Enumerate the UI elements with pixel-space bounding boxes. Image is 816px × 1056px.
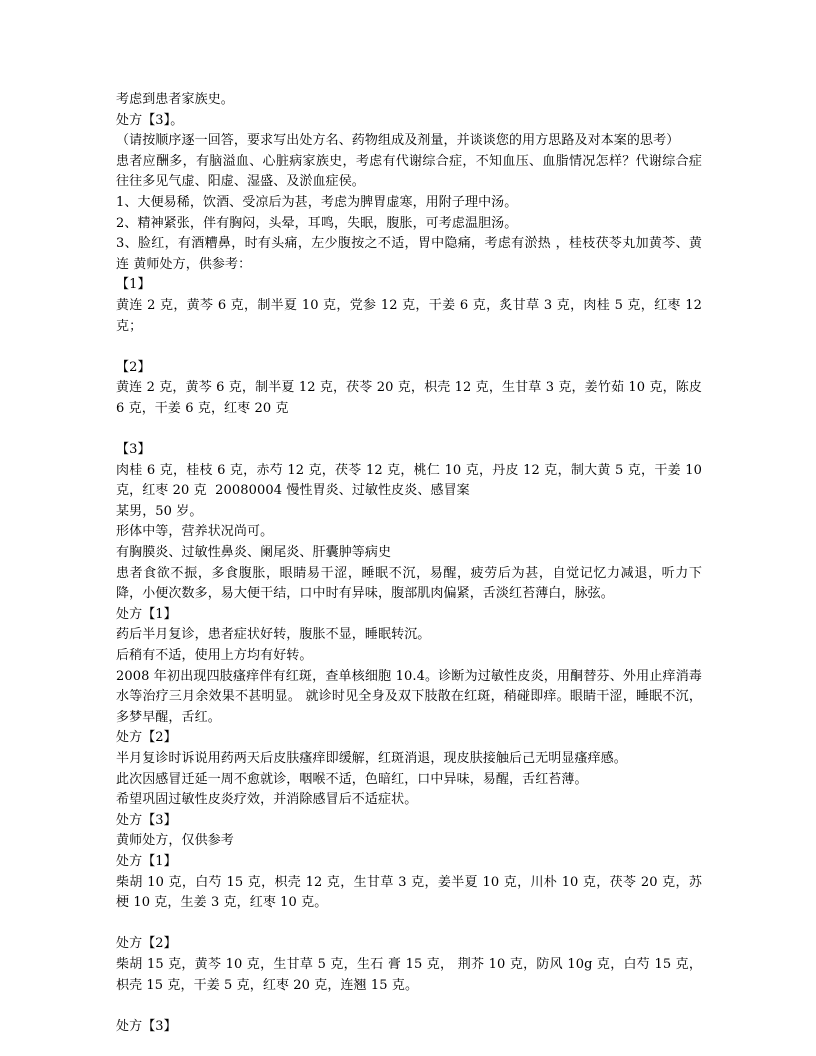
document-paragraph: 处方【3】 bbox=[116, 1018, 177, 1034]
document-paragraph: 此次因感冒迁延一周不愈就诊，咽喉不适，色暗红，口中异味，易醒，舌红苔薄。 bbox=[116, 771, 588, 787]
document-paragraph: 处方【1】 bbox=[116, 606, 177, 622]
document-paragraph: 肉桂 6 克，桂枝 6 克，赤芍 12 克，茯苓 12 克，桃仁 10 克，丹皮 12 克，制大黄 5 克，干姜 10 克，红枣 20 克 20080004 慢性胃炎、过敏性皮炎、感冒案 bbox=[116, 462, 707, 499]
document-paragraph: 有胸膜炎、过敏性鼻炎、阑尾炎、肝囊肿等病史 bbox=[116, 545, 392, 561]
document-paragraph: 某男，50 岁。 bbox=[116, 503, 203, 519]
document-paragraph: 希望巩固过敏性皮炎疗效，并消除感冒后不适症状。 bbox=[116, 792, 418, 808]
document-paragraph: 【1】 bbox=[116, 277, 151, 293]
document-paragraph: 柴胡 15 克，黄芩 10 克，生甘草 5 克，生石 膏 15 克， 荆芥 10 克，防风 10g 克，白芍 15 克，枳壳 15 克，干姜 5 克，红枣 20 克，连翘 15 克。 bbox=[116, 956, 702, 993]
document-paragraph: 处方【3】。 bbox=[116, 112, 184, 128]
document-paragraph: 2、精神紧张，伴有胸闷，头晕，耳鸣，失眠，腹胀，可考虑温胆汤。 bbox=[116, 215, 518, 231]
document-paragraph: 形体中等，营养状况尚可。 bbox=[116, 524, 274, 540]
blank-line bbox=[116, 420, 702, 441]
document-paragraph: 处方【2】 bbox=[116, 730, 177, 746]
document-paragraph: 黄连 2 克，黄芩 6 克，制半夏 12 克，茯苓 20 克，枳壳 12 克，生甘草 3 克，姜竹茹 10 克，陈皮 6 克，干姜 6 克，红枣 20 克 bbox=[116, 380, 707, 416]
document-paragraph: 处方【3】 bbox=[116, 812, 177, 828]
blank-line bbox=[116, 337, 702, 358]
blank-line bbox=[116, 914, 702, 935]
document-paragraph: 柴胡 10 克，白芍 15 克，枳壳 12 克，生甘草 3 克，姜半夏 10 克，川朴 10 克，茯苓 20 克，苏梗 10 克，生姜 3 克，红枣 10 克。 bbox=[116, 874, 702, 911]
document-paragraph: 1、大便易稀，饮酒、受凉后为甚，考虑为脾胃虚寒，用附子理中汤。 bbox=[116, 194, 518, 210]
document-paragraph: 3、脸红，有酒糟鼻，时有头痛，左少腹按之不适，胃中隐痛，考虑有淤热 ，桂枝茯苓丸加黄芩、黄连 黄师处方，供参考： bbox=[116, 236, 702, 272]
document-paragraph: 考虑到患者家族史。 bbox=[116, 92, 234, 107]
document-paragraph: 黄连 2 克，黄芩 6 克，制半夏 10 克，党参 12 克，干姜 6 克，炙甘草 3 克，肉桂 5 克，红枣 12 克； bbox=[116, 297, 707, 334]
document-paragraph: 药后半月复诊，患者症状好转，腹胀不显，睡眠转沉。 bbox=[116, 627, 431, 643]
document-paragraph: 半月复诊时诉说用药两天后皮肤瘙痒即缓解，红斑消退，现皮肤接触后己无明显瘙痒感。 bbox=[116, 751, 627, 766]
document-paragraph: 处方【1】 bbox=[116, 853, 177, 869]
document-paragraph: 患者应酬多，有脑溢血、心脏病家族史，考虑有代谢综合症，不知血压、血脂情况怎样？代谢综合症往往多见气虚、阳虚、湿盛、及淤血症侯。 bbox=[116, 153, 702, 190]
document-paragraph: 患者食欲不振，多食腹胀，眼睛易干涩，睡眠不沉，易醒，疲劳后为甚，自觉记忆力减退，听力下降，小便次数多，易大便干结，口中时有异味，腹部肌肉偏紧，舌淡红苔薄白，脉弦。 bbox=[116, 565, 702, 602]
document-paragraph: （请按顺序逐一回答，要求写出处方名、药物组成及剂量，并谈谈您的用方思路及对本案的思考） bbox=[116, 133, 680, 149]
document-paragraph: 【2】 bbox=[116, 359, 151, 375]
document-paragraph: 黄师处方，仅供参考 bbox=[116, 833, 234, 849]
document-text-body bbox=[116, 90, 707, 1037]
document-paragraph: 2008 年初出现四肢瘙痒伴有红斑，查单核细胞 10.4。诊断为过敏性皮炎，用酮替芬、外用止痒消毒水等治疗三月余效果不甚明显。 就诊时见全身及双下肢散在红斑，稍碰即痒。眼睛干涩，睡眠不沉，多梦早醒，舌红。 bbox=[116, 668, 702, 725]
document-paragraph: 后稍有不适，使用上方均有好转。 bbox=[116, 648, 313, 664]
document-paragraph: 处方【2】 bbox=[116, 936, 177, 952]
document-paragraph: 【3】 bbox=[116, 442, 151, 458]
blank-line bbox=[116, 996, 702, 1017]
